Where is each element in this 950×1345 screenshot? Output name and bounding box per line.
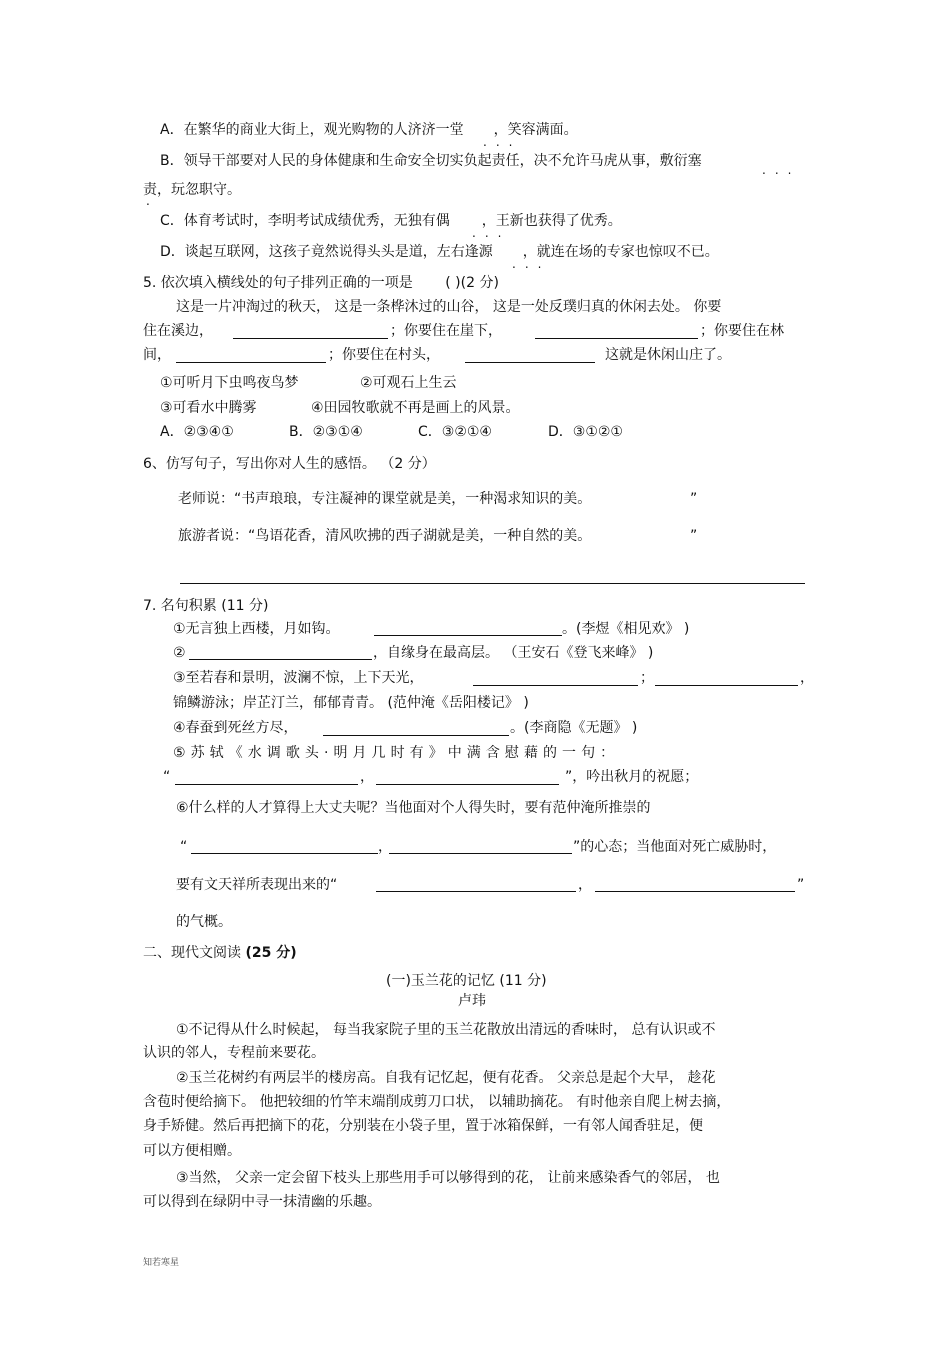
q5-title	[143, 274, 499, 292]
emphasis-dots: ...	[472, 226, 511, 240]
q6-example-2-quote: ”	[690, 528, 698, 544]
page-footer: 知若寒星	[143, 1258, 180, 1268]
q4-option-d-text: D．谈起互联网，这孩子竟然说得头头是道，左右逢源	[160, 244, 493, 260]
article-p1-line-1: ①不记得从什么时候起， 每当我家院子里的玉兰花散放出清远的香味时， 总有认识或不	[176, 1022, 716, 1038]
q5-passage-line-2c: ；你要住在林	[700, 323, 784, 339]
q7-line-2-num: ②	[173, 645, 186, 661]
q4-option-b-continued: 责，玩忽职守。	[143, 182, 241, 198]
blank-line[interactable]	[389, 853, 572, 854]
blank-line[interactable]	[175, 784, 358, 785]
section-2-heading	[143, 944, 297, 962]
q7-line-5-source: 。(李商隐《无题》 )	[510, 720, 638, 736]
q5-sentence-4: ④田园牧歌就不再是画上的风景。	[311, 400, 520, 416]
blank-line[interactable]	[535, 338, 698, 339]
q7-line-1-source: 。(李煜《相见欢》 )	[562, 621, 690, 637]
q7-line-4: 锦鳞游泳；岸芷汀兰，郁郁青青。 (范仲淹《岳阳楼记》 )	[173, 695, 529, 711]
q4-option-c-text: C．体育考试时，李明考试成绩优秀，无独有偶	[160, 213, 450, 229]
q7-line-11: 的气概。	[176, 914, 232, 930]
emphasis-dots: ...	[483, 135, 522, 149]
q6-example-1: 老师说：“书声琅琅，专注凝神的课堂就是美，一种渴求知识的美。	[178, 491, 592, 507]
q7-line-7-sep: ，	[360, 769, 374, 785]
article-p2-line-1: ②玉兰花树约有两层半的楼房高。自我有记忆起，便有花香。 父亲总是起个大早， 趁花	[176, 1070, 716, 1086]
q4-option-a-text: A．在繁华的商业大街上，观光购物的人济济一堂	[160, 122, 464, 138]
q7-line-9-open: “	[180, 839, 188, 855]
q7-title: 7. 名句积累 (11 分)	[143, 598, 269, 614]
section-2-title: 二、现代文阅读	[143, 945, 246, 961]
q6-example-1-quote: ”	[690, 491, 698, 507]
q7-line-3-end: ，	[800, 670, 814, 686]
q7-line-6: ⑤ 苏 轼 《 水 调 歌 头 · 明 月 几 时 有 》 中 满 含 慰 藉 的 一 句 ：	[173, 745, 615, 761]
q7-line-7-end: ”，吟出秋月的祝愿；	[565, 769, 699, 785]
q4-option-a-tail: ，笑容满面。	[493, 122, 578, 138]
article-p2-line-4: 可以方便相赠。	[143, 1143, 241, 1159]
q5-passage-line-1: 这是一片冲淘过的秋天， 这是一条桦沐过的山谷， 这是一处反璞归真的休闲去处。 你要	[176, 299, 722, 315]
q7-line-9-end: ”的心态；当他面对死亡威胁时，	[573, 839, 777, 855]
blank-line[interactable]	[176, 362, 326, 363]
emphasis-dots: ...	[762, 163, 801, 177]
blank-line[interactable]	[233, 338, 388, 339]
q7-line-9-sep: ，	[378, 839, 392, 855]
q7-line-7-open: “	[163, 769, 171, 785]
article-p3-line-2: 可以得到在绿阴中寻一抹清幽的乐趣。	[143, 1194, 381, 1210]
blank-line[interactable]	[191, 853, 378, 854]
q7-line-3: ③至若春和景明，波澜不惊，上下天光，	[173, 670, 424, 686]
q7-line-5: ④春蚕到死丝方尽，	[173, 720, 298, 736]
q6-example-2: 旅游者说：“鸟语花香，清风吹拂的西子湖就是美，一种自然的美。	[178, 528, 592, 544]
blank-line[interactable]	[595, 891, 795, 892]
q5-sentence-3: ③可看水中腾雾	[160, 400, 257, 416]
q7-line-8: ⑥什么样的人才算得上大丈夫呢？当他面对个人得失时，要有范仲淹所推崇的	[176, 800, 651, 816]
q5-title-text: 5. 依次填入横线处的句子排列正确的一项是	[143, 275, 413, 291]
q5-choice-c: C．③②①④	[418, 424, 492, 440]
q5-passage-line-2b: ；你要住在崖下，	[390, 323, 502, 339]
blank-line[interactable]	[376, 784, 559, 785]
q4-option-c	[160, 212, 622, 230]
q5-choice-b: B．②③①④	[289, 424, 363, 440]
q4-option-b: B．领导干部要对人民的身体健康和生命安全切实负起责任，决不允许马虎从事，敷衍塞	[160, 153, 702, 169]
q7-line-10-sep: ，	[578, 877, 592, 893]
blank-line[interactable]	[473, 685, 638, 686]
article-author: 卢玮	[458, 993, 486, 1009]
q5-passage-line-2a: 住在溪边，	[143, 323, 213, 339]
q5-passage-line-3b: ；你要住在村头，	[328, 347, 440, 363]
q4-option-d-tail: ，就连在场的专家也惊叹不已。	[522, 244, 719, 260]
article-title: (一)玉兰花的记忆 (11 分)	[386, 973, 547, 989]
q4-option-c-tail: ，王新也获得了优秀。	[481, 213, 622, 229]
q6-answer-line[interactable]	[180, 583, 805, 584]
q7-line-10-end: ”	[797, 877, 805, 893]
article-p1-line-2: 认识的邻人，专程前来要花。	[143, 1045, 325, 1061]
blank-line[interactable]	[189, 659, 372, 660]
q7-line-1: ①无言独上西楼，月如钩。	[173, 621, 340, 637]
q4-option-d	[160, 243, 719, 261]
blank-line[interactable]	[465, 362, 595, 363]
q5-sentence-2: ②可观石上生云	[360, 375, 457, 391]
q5-passage-line-3a: 间，	[143, 347, 171, 363]
article-p2-line-3: 身手矫健。然后再把摘下的花，分别装在小袋子里，置于冰箱保鲜，一有邻人闻香驻足，便	[143, 1118, 703, 1134]
q7-line-10: 要有文天祥所表现出来的“	[176, 877, 338, 893]
emphasis-dot: .	[146, 194, 159, 208]
section-2-score: (25 分)	[245, 945, 297, 961]
article-p2-line-2: 含苞时便给摘下。 他把较细的竹竿末端削成剪刀口状， 以辅助摘花。 有时他亲自爬上树去摘，	[143, 1094, 731, 1110]
article-p3-line-1: ③当然， 父亲一定会留下枝头上那些用手可以够得到的花， 让前来感染香气的邻居， 也	[176, 1170, 720, 1186]
blank-line[interactable]	[655, 685, 798, 686]
blank-line[interactable]	[376, 891, 576, 892]
q5-answer-paren: ( )(2 分)	[445, 275, 499, 291]
q7-line-2-text: ，自缘身在最高层。 （王安石《登飞来峰》 )	[373, 645, 654, 661]
blank-line[interactable]	[323, 735, 509, 736]
emphasis-dots: ...	[512, 257, 551, 271]
q5-passage-line-3c: 这就是休闲山庄了。	[605, 347, 731, 363]
q5-choice-a: A．②③④①	[160, 424, 234, 440]
q7-line-3-sep: ；	[640, 670, 654, 686]
blank-line[interactable]	[374, 635, 562, 636]
q5-sentence-1: ①可听月下虫鸣夜鸟梦	[160, 375, 299, 391]
q5-choice-d: D．③①②①	[548, 424, 623, 440]
q6-title: 6、仿写句子，写出你对人生的感悟。 （2 分）	[143, 456, 436, 472]
